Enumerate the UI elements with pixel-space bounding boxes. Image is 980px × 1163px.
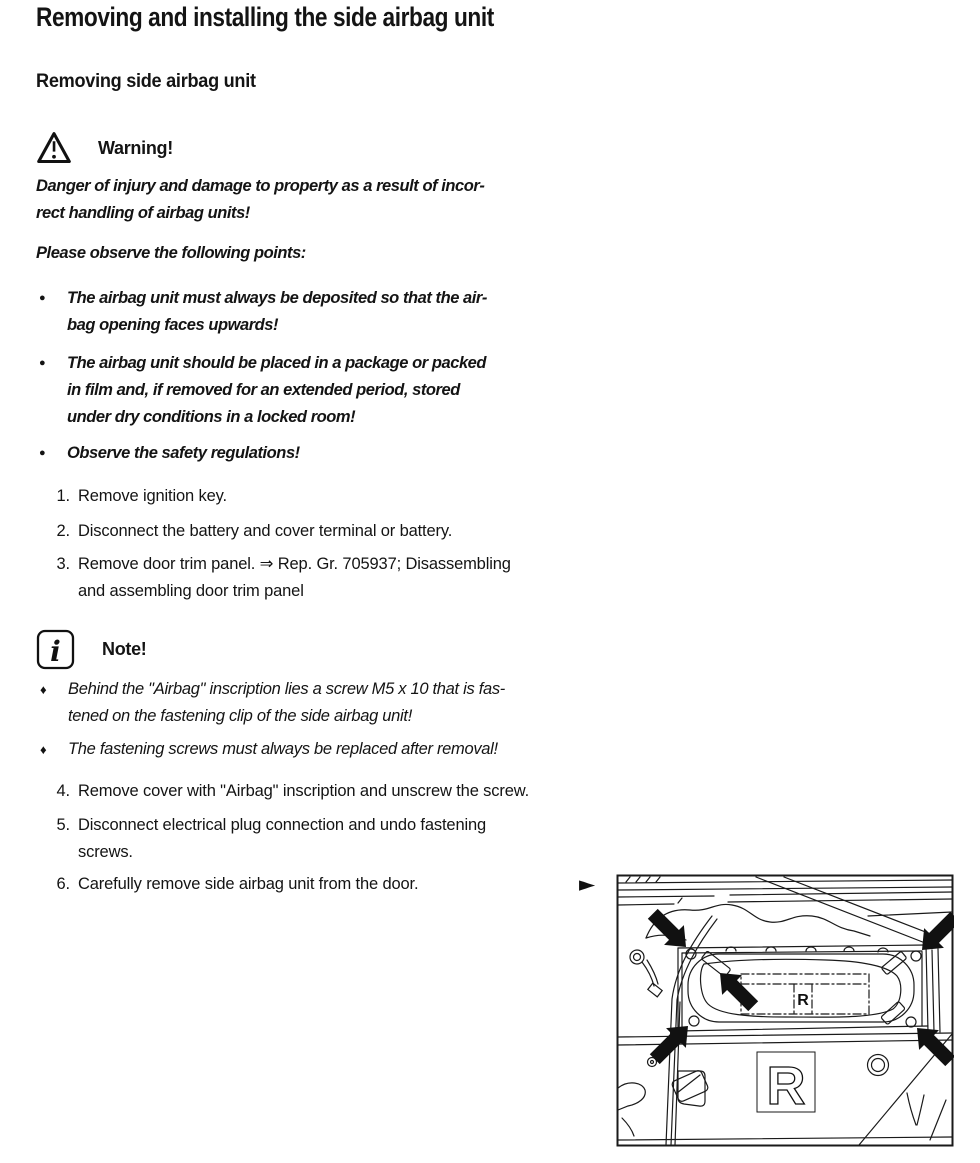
door-panel-label: R — [766, 1056, 806, 1116]
text-line: Remove ignition key. — [78, 487, 227, 505]
text-line: Danger of injury and damage to property as a result of incor- — [36, 177, 485, 195]
text-line: under dry conditions in a locked room! — [67, 408, 356, 426]
text-line: Remove cover with "Airbag" inscription and unscrew the screw. — [78, 782, 530, 800]
note-header — [36, 629, 147, 670]
step-item — [36, 483, 227, 510]
bullet-dot-icon: ● — [39, 447, 46, 459]
text-line: Please observe the following points: — [36, 244, 306, 262]
bullet-dot-icon: ● — [39, 292, 46, 304]
text-line: Disconnect electrical plug connection and undo fastening — [78, 816, 487, 834]
text-line: Remove door trim panel. ⇒ Rep. Gr. 705937; Disassembling — [78, 555, 511, 573]
info-icon — [36, 629, 76, 670]
bullet-text — [67, 285, 487, 339]
warning-point — [36, 285, 487, 339]
step-text — [78, 518, 452, 545]
note-point — [36, 736, 498, 763]
step-text — [78, 483, 227, 510]
step-number: 5. — [56, 816, 70, 834]
text-line: The airbag unit should be placed in a package or packed — [67, 354, 487, 372]
warning-point — [36, 440, 300, 467]
bullet-dot-icon: ● — [39, 357, 46, 369]
text-line: screws. — [78, 843, 133, 861]
section-heading: Removing side airbag unit — [36, 70, 256, 92]
step-number: 3. — [56, 555, 70, 573]
bullet-text — [67, 440, 300, 467]
warning-header — [36, 129, 173, 167]
airbag-unit-label: R — [797, 992, 809, 1009]
warning-observe-intro — [36, 240, 306, 267]
bullet-text — [68, 676, 505, 730]
step-text — [78, 812, 486, 866]
step-text — [78, 778, 529, 805]
bullet-diamond-icon: ♦ — [40, 742, 47, 757]
step-item — [36, 551, 511, 605]
door-airbag-illustration — [616, 874, 954, 1147]
step-number: 1. — [56, 487, 70, 505]
bullet-text — [67, 350, 486, 431]
step-number: 4. — [56, 782, 70, 800]
step-number: 2. — [56, 522, 70, 540]
step-item — [36, 871, 418, 898]
step-item — [36, 778, 529, 805]
text-line: Disconnect the battery and cover terminal or battery. — [78, 522, 453, 540]
warning-point — [36, 350, 486, 431]
figure-pointer-icon: ► — [579, 872, 596, 896]
info-icon-glyph: i — [50, 635, 61, 668]
warning-label: Warning! — [98, 137, 173, 158]
text-line: in film and, if removed for an extended period, stored — [67, 381, 460, 399]
text-line: tened on the fastening clip of the side airbag unit! — [68, 707, 412, 725]
text-line: Observe the safety regulations! — [67, 444, 300, 462]
step-text — [78, 551, 511, 605]
page-title: Removing and installing the side airbag unit — [36, 2, 494, 32]
bullet-text — [68, 736, 498, 763]
text-line: The fastening screws must always be replaced after removal! — [68, 740, 498, 758]
airbag-figure — [616, 874, 954, 1152]
bullet-diamond-icon: ♦ — [40, 682, 47, 697]
note-label: Note! — [102, 639, 147, 659]
text-line: The airbag unit must always be deposited so that the air- — [67, 289, 487, 307]
text-line: bag opening faces upwards! — [67, 316, 279, 334]
step-item — [36, 518, 452, 545]
step-item — [36, 812, 486, 866]
text-line: Carefully remove side airbag unit from the door. — [78, 875, 419, 893]
note-point — [36, 676, 505, 730]
text-line: rect handling of airbag units! — [36, 204, 250, 222]
warning-danger-text — [36, 173, 484, 227]
warning-triangle-icon — [36, 129, 72, 167]
step-number: 6. — [56, 875, 70, 893]
text-line: Behind the "Airbag" inscription lies a screw M5 x 10 that is fas- — [68, 680, 506, 698]
text-line: and assembling door trim panel — [78, 582, 304, 600]
step-text — [78, 871, 418, 898]
